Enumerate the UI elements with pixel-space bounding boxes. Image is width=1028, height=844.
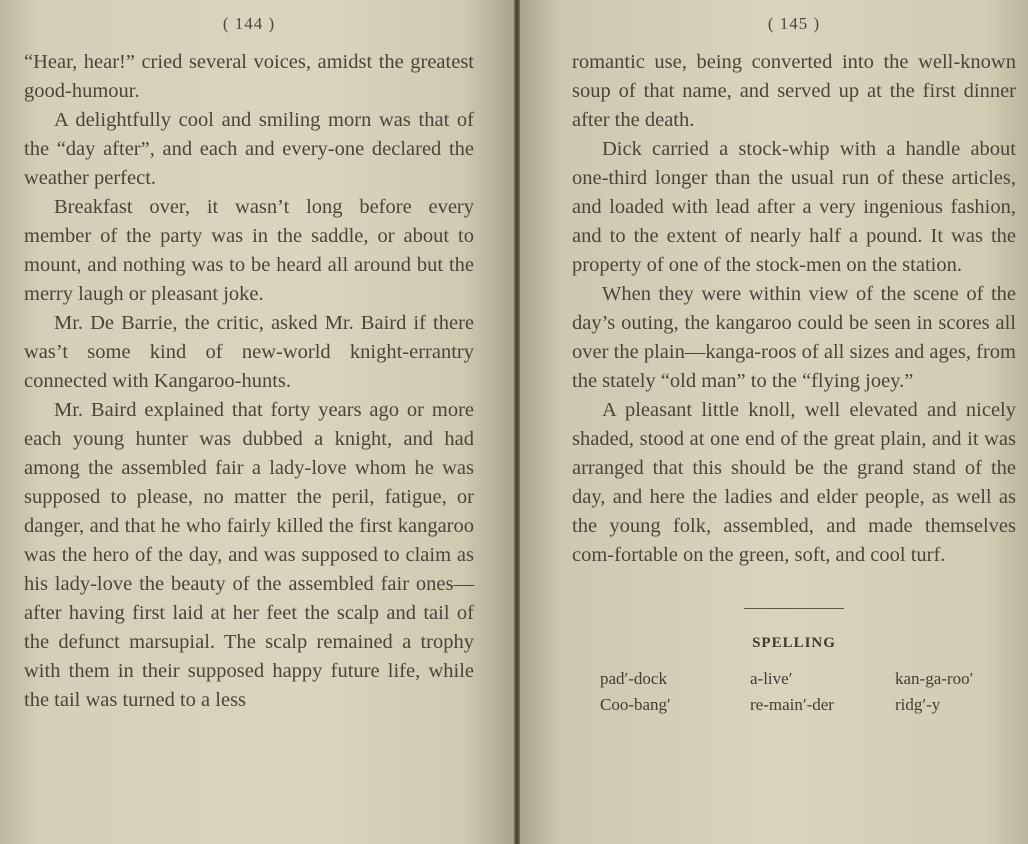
spelling-word: ridg′-y [895,695,941,714]
paragraph: Dick carried a stock-whip with a handle about one-third longer than the usual run of these articles, and loaded with lead after a very ingenious fashion, and to the extent of nearly half a pound. It was the property of one of the stock-men on the station. [572,138,1016,276]
page-number-right: ( 145 ) [767,14,821,33]
section-divider [744,608,844,609]
spelling-list [572,668,1016,716]
right-page-text [572,48,1016,570]
paragraph: When they were within view of the scene of the day’s outing, the kangaroo could be seen in scores all over the plain—kanga-roos of all sizes and ages, from the stately “old man” to the “flying joey.” [572,283,1016,392]
paragraph: Mr. De Barrie, the critic, asked Mr. Baird if there was’t some kind of new-world knight-errantry connected with Kangaroo-hunts. [24,312,474,392]
left-page-text [24,48,474,715]
spelling-word: kan-ga-roo′ [895,669,974,688]
paragraph: A delightfully cool and smiling morn was that of the “day after”, and each and every-one declared the weather perfect. [24,109,474,189]
spelling-word: a-live′ [750,669,793,688]
paragraph: Breakfast over, it wasn’t long before every member of the party was in the saddle, or about to mount, and nothing was to be heard all around but the merry laugh or pleasant joke. [24,196,474,305]
spelling-word: pad′-dock [600,669,667,688]
paragraph: A pleasant little knoll, well elevated and nicely shaded, stood at one end of the great plain, and it was arranged that this should be the grand stand of the day, and here the ladies and elder people, as well as the young folk, assembled, and made themselves com-fortable on the green, soft, and cool turf. [572,399,1016,566]
paragraph: “Hear, hear!” cried several voices, amidst the greatest good-humour. [24,51,474,102]
spelling-word: re-main′-der [750,695,834,714]
right-page [520,0,1028,844]
paragraph: romantic use, being converted into the well-known soup of that name, and served up at the first dinner after the death. [572,51,1016,131]
paragraph: Mr. Baird explained that forty years ago or more each young hunter was dubbed a knight, and had among the assembled fair a lady-love whom he was supposed to please, no matter the peril, fatigue, or danger, and that he who fairly killed the first kangaroo was the hero of the day, and was supposed to claim as his lady-love the beauty of the assembled fair ones—after having first laid at her feet the scalp and tail of the defunct marsupial. The scalp remained a trophy with them in their supposed happy future life, while the tail was turned to a less [24,399,474,711]
page-number-left: ( 144 ) [222,14,276,33]
spelling-heading: SPELLING [752,635,836,651]
spelling-word: Coo-bang′ [600,695,671,714]
